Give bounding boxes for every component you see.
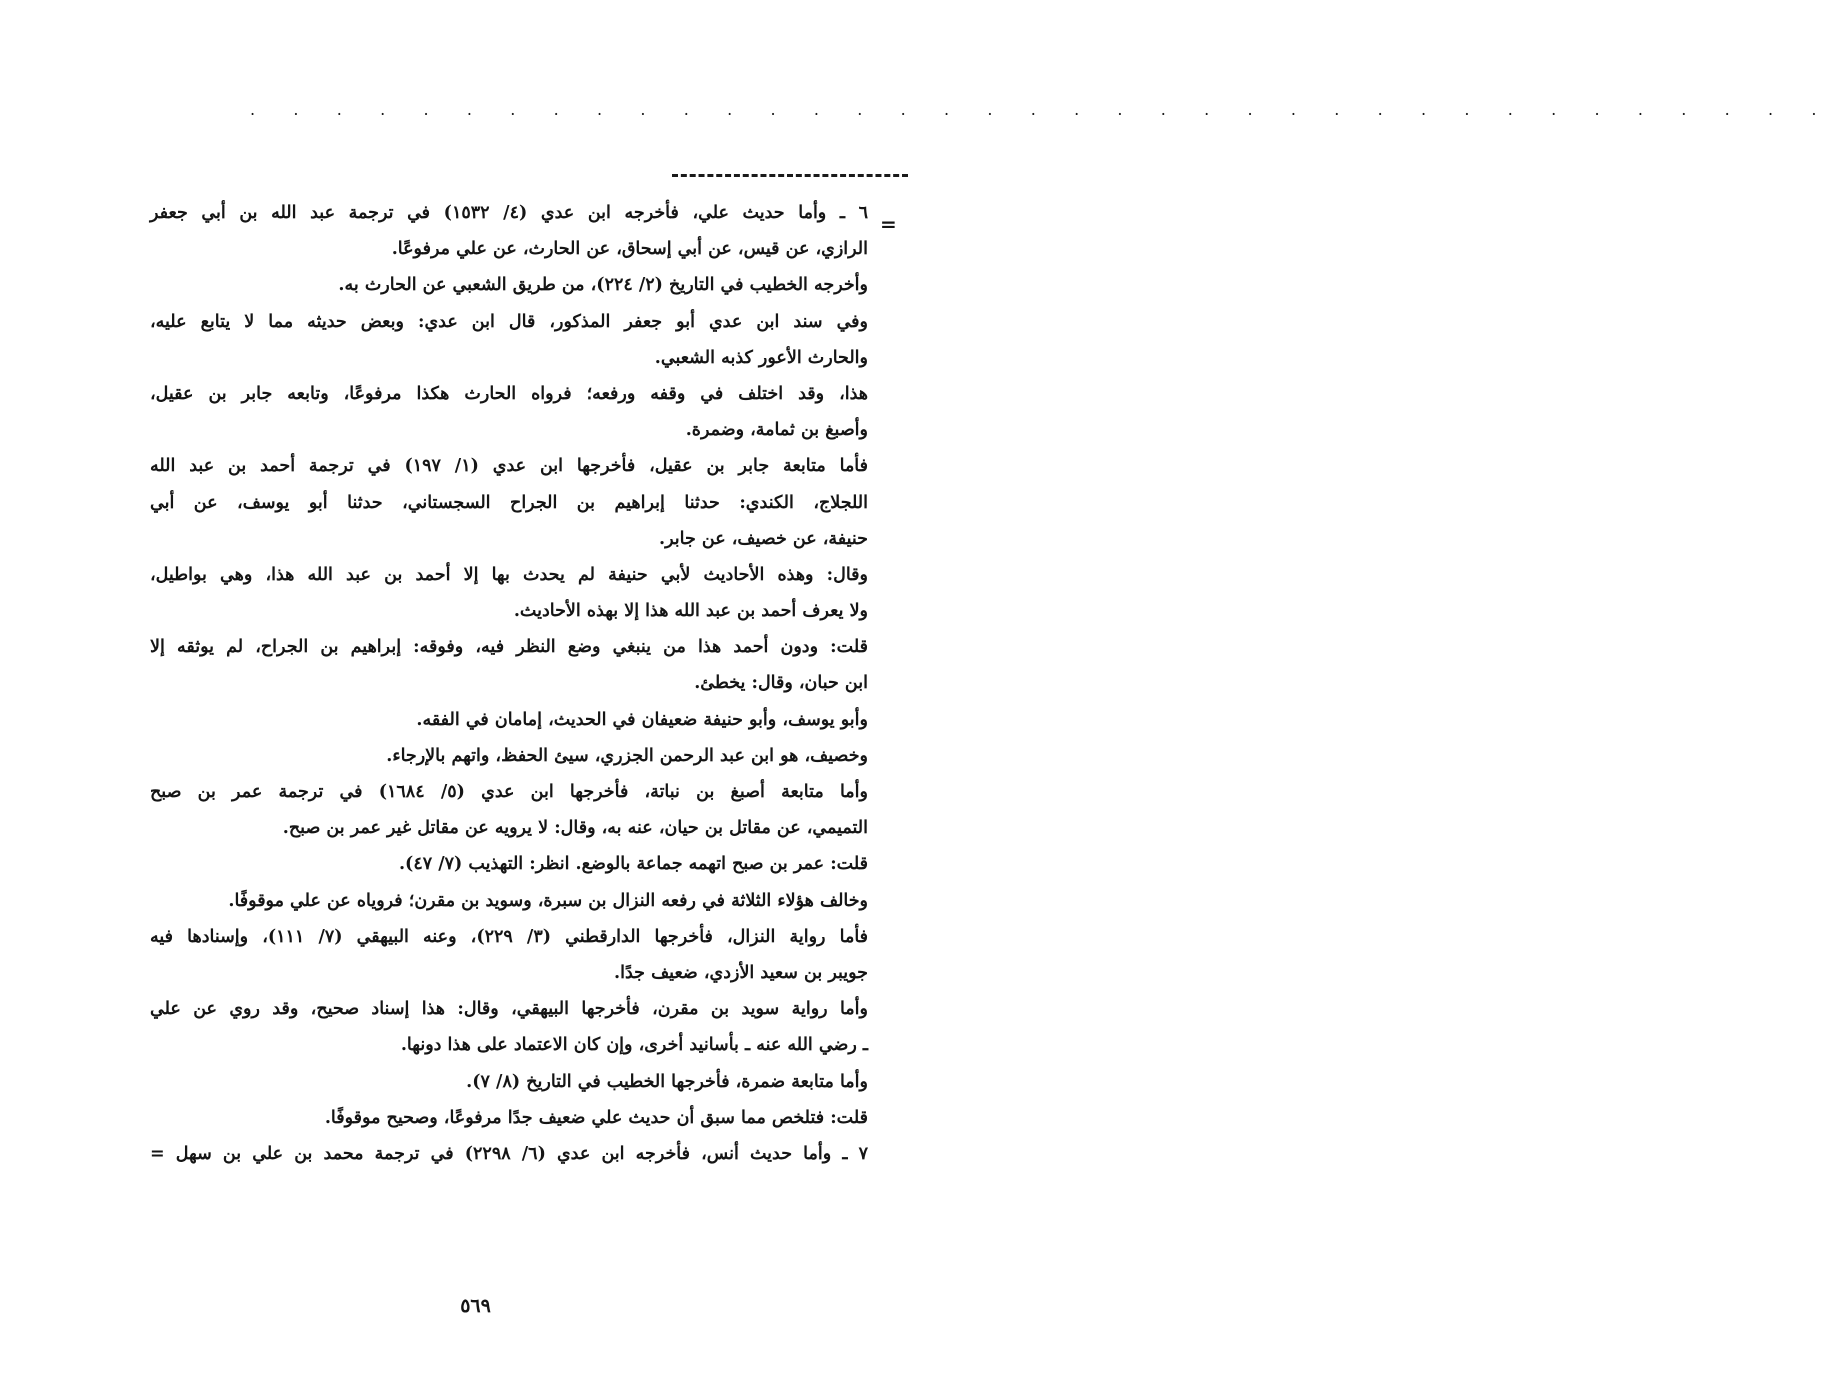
continuation-mark: = (880, 212, 897, 236)
footnote-line: وأخرجه الخطيب في التاريخ (٢/ ٢٢٤)، من طريق الشعبي عن الحارث به. (338, 275, 868, 296)
footnote-line: ابن حبان، وقال: يخطئ. (694, 673, 868, 694)
separator-dots: . . . . . . . . . . . . . . . . . . . . . . . . . . . . . . . . . . . . . (250, 100, 1833, 119)
footnote-line: وأبو يوسف، وأبو حنيفة ضعيفان في الحديث، إمامان في الفقه. (416, 709, 868, 730)
footnote-line: اللجلاج، الكندي: حدثنا إبراهيم بن الجراح السجستاني، حدثنا أبو يوسف، عن أبي (150, 492, 868, 513)
footnote-line: حنيفة، عن خصيف، عن جابر. (659, 528, 868, 549)
footnote-line: فأما رواية النزال، فأخرجها الدارقطني (٣/ ٢٢٩)، وعنه البيهقي (٧/ ١١١)، وإسنادها فيه (150, 926, 869, 947)
footnote-line: ٧ ـ وأما حديث أنس، فأخرجه ابن عدي (٦/ ٢٢٩٨) في ترجمة محمد بن علي بن سهل = (150, 1143, 869, 1164)
footnote-line: وفي سند ابن عدي أبو جعفر المذكور، قال ابن عدي: وبعض حديثه مما لا يتابع عليه، (150, 311, 868, 332)
footnote-line: فأما متابعة جابر بن عقيل، فأخرجها ابن عدي (١/ ١٩٧) في ترجمة أحمد بن عبد الله (150, 456, 869, 477)
footnote-line: والحارث الأعور كذبه الشعبي. (654, 347, 868, 368)
footnote-line: وأما متابعة ضمرة، فأخرجها الخطيب في التاريخ (٨/ ٧). (466, 1071, 868, 1092)
footnote-line: قلت: ودون أحمد هذا من ينبغي وضع النظر فيه، وفوقه: إبراهيم بن الجراح، لم يوثقه إلا (150, 637, 868, 658)
footnote-line: ٦ ـ وأما حديث علي، فأخرجه ابن عدي (٤/ ١٥٣٢) في ترجمة عبد الله بن أبي جعفر (150, 203, 869, 223)
footnote-line: وأما رواية سويد بن مقرن، فأخرجها البيهقي، وقال: هذا إسناد صحيح، وقد روي عن علي (150, 999, 868, 1020)
footnote-line: وأما متابعة أصبغ بن نباتة، فأخرجها ابن عدي (٥/ ١٦٨٤) في ترجمة عمر بن صبح (150, 782, 868, 802)
footnote-line: هذا، وقد اختلف في وقفه ورفعه؛ فرواه الحارث هكذا مرفوعًا، وتابعه جابر بن عقيل، (150, 383, 868, 404)
footnote-rule (672, 174, 908, 177)
footnote-line: الرازي، عن قيس، عن أبي إسحاق، عن الحارث، عن علي مرفوعًا. (391, 239, 868, 260)
footnote-line: ولا يعرف أحمد بن عبد الله هذا إلا بهذه الأحاديث. (513, 601, 868, 622)
footnote-line: وقال: وهذه الأحاديث لأبي حنيفة لم يحدث بها إلا أحمد بن عبد الله هذا، وهي بواطيل، (150, 564, 868, 585)
footnote-line: التميمي، عن مقاتل بن حيان، عنه به، وقال: لا يرويه عن مقاتل غير عمر بن صبح. (282, 818, 868, 839)
footnotes-block (150, 195, 868, 1172)
footnote-line: قلت: عمر بن صبح اتهمه جماعة بالوضع. انظر: التهذيب (٧/ ٤٧). (398, 854, 868, 875)
footnote-line: ـ رضي الله عنه ـ بأسانيد أخرى، وإن كان الاعتماد على هذا دونها. (400, 1035, 868, 1056)
footnote-line: جويبر بن سعيد الأزدي، ضعيف جدًا. (614, 962, 868, 983)
footnote-line: وخالف هؤلاء الثلاثة في رفعه النزال بن سبرة، وسويد بن مقرن؛ فروياه عن علي موقوفًا. (228, 890, 868, 911)
footnote-line: وأصبغ بن ثمامة، وضمرة. (685, 420, 868, 441)
page-number: ٥٦٩ (460, 1295, 491, 1317)
footnote-line: وخصيف، هو ابن عبد الرحمن الجزري، سيئ الحفظ، واتهم بالإرجاء. (386, 745, 868, 766)
footnote-line: قلت: فتلخص مما سبق أن حديث علي ضعيف جدًا مرفوعًا، وصحيح موقوفًا. (324, 1107, 868, 1128)
